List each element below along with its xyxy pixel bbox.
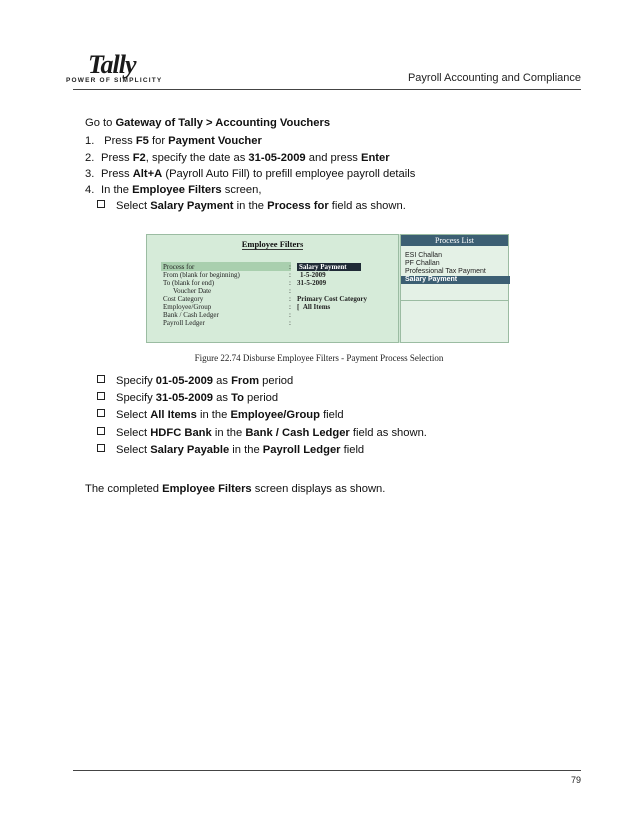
figure-caption: Figure 22.74 Disburse Employee Filters - Payment Process Selection (194, 353, 444, 363)
bullet-text: Select (116, 409, 151, 421)
bullet-bold: Salary Payable (150, 444, 230, 456)
field-label: Bank / Cash Ledger (163, 311, 219, 319)
process-list-panel (400, 234, 509, 343)
bullet-text: Specify (116, 392, 156, 404)
bullet-bold: Employee/Group (230, 409, 320, 421)
intro-line (85, 116, 330, 130)
step-number: 1. (85, 135, 95, 147)
field-label: Employee/Group (163, 303, 212, 311)
step-text: In the (101, 184, 133, 196)
field-value-text: All Items (302, 303, 331, 311)
bullet-bold: 01-05-2009 (155, 375, 214, 387)
bullet-bold: Payroll Ledger (262, 444, 341, 456)
step-4 (85, 183, 261, 197)
step-bold: F2 (132, 152, 146, 164)
bullet-box-icon (97, 392, 105, 400)
field-label: From (blank for beginning) (163, 271, 240, 279)
bullet-box-icon (97, 200, 105, 208)
closing-text: The completed (85, 483, 163, 495)
step-bold: Alt+A (132, 168, 163, 180)
bullet-text: Select (116, 427, 151, 439)
intro-prefix: Go to (85, 117, 116, 129)
bullet-text: in the (196, 409, 231, 421)
step-text: Press (101, 152, 133, 164)
logo-tagline: POWER OF SIMPLICITY (66, 77, 163, 84)
employee-filters-screenshot (146, 234, 509, 343)
employee-filters-title-text: Employee Filters (241, 239, 304, 249)
process-list-divider (401, 300, 508, 301)
bullet-bold: Salary Payment (150, 200, 234, 212)
bullet-item (97, 426, 427, 440)
process-list-title: Process List (401, 235, 508, 246)
employee-filters-panel (146, 234, 399, 343)
intro-path: Gateway of Tally > Accounting Vouchers (115, 117, 331, 129)
step-text: and press (305, 152, 361, 164)
bullet-text: field (319, 409, 344, 421)
bullet-text: Specify (116, 375, 156, 387)
step-bold: 31-05-2009 (248, 152, 306, 164)
step-bold: F5 (135, 135, 149, 147)
bullet-bold: Process for (267, 200, 329, 212)
field-label: To (blank for end) (163, 279, 215, 287)
bullet-box-icon (97, 409, 105, 417)
step-text: for (148, 135, 169, 147)
step-bold: Payment Voucher (168, 135, 262, 147)
field-colon: : (289, 295, 291, 303)
field-colon: : (289, 303, 291, 311)
step-number: 4. (85, 184, 95, 196)
field-value-employee-group[interactable]: [ All Items (297, 303, 331, 311)
closing-bold: Employee Filters (162, 483, 252, 495)
bullet-box-icon (97, 444, 105, 452)
bullet-text: field (340, 444, 365, 456)
step-bold: Enter (361, 152, 390, 164)
bullet-text: Select (116, 444, 151, 456)
field-label: Process for (163, 263, 195, 271)
page-number: 79 (570, 775, 581, 785)
process-list-item[interactable]: ESI Challan (405, 252, 442, 259)
page-header-title: Payroll Accounting and Compliance (407, 72, 581, 84)
bullet-text: in the (211, 427, 246, 439)
field-colon: : (289, 311, 291, 319)
bullet-text: Select (116, 200, 151, 212)
step-text: (Payroll Auto Fill) to prefill employee payroll details (162, 168, 416, 180)
step-text: Press (101, 168, 133, 180)
bullet-bold: HDFC Bank (150, 427, 212, 439)
bullet-text: in the (233, 200, 268, 212)
step-number: 2. (85, 152, 95, 164)
field-label: Payroll Ledger (163, 319, 205, 327)
step-text: Press (101, 135, 136, 147)
step-bold: Employee Filters (132, 184, 222, 196)
step-text: , specify the date as (145, 152, 249, 164)
bullet-bold: 31-05-2009 (155, 392, 214, 404)
step-number: 3. (85, 168, 95, 180)
closing-line (85, 482, 385, 496)
bullet-box-icon (97, 375, 105, 383)
bullet-text: as (213, 392, 232, 404)
bullet-item (97, 391, 278, 405)
field-label: Cost Category (163, 295, 204, 303)
employee-filters-title (147, 239, 398, 249)
field-colon: : (289, 319, 291, 327)
bullet-text: as (213, 375, 232, 387)
field-value-to[interactable]: 31-5-2009 (297, 279, 327, 287)
field-value-process-for[interactable]: Salary Payment (297, 263, 361, 271)
bullet-text: in the (229, 444, 263, 456)
header-divider (73, 89, 581, 90)
field-value-from[interactable]: 1-5-2009 (300, 271, 326, 279)
bullet-item (97, 408, 344, 422)
bullet-box-icon (97, 427, 105, 435)
field-colon: : (289, 271, 291, 279)
step-1 (85, 134, 262, 148)
field-value-cost-category[interactable]: Primary Cost Category (297, 295, 367, 303)
field-colon: : (289, 263, 291, 271)
process-list-item[interactable]: PF Challan (405, 260, 440, 267)
bullet-text: field as shown. (328, 200, 406, 212)
step-text: screen, (221, 184, 262, 196)
bullet-text: field as shown. (349, 427, 427, 439)
bullet-bold: From (231, 375, 260, 387)
process-list-item-selected[interactable]: Salary Payment (401, 276, 510, 284)
sub-bullet (97, 199, 406, 213)
bullet-bold: To (231, 392, 244, 404)
bullet-item (97, 443, 364, 457)
bullet-item (97, 374, 293, 388)
tally-logo (66, 50, 163, 88)
process-list-item[interactable]: Professional Tax Payment (405, 268, 486, 275)
bullet-bold: All Items (150, 409, 197, 421)
field-colon: : (289, 287, 291, 295)
footer-divider (73, 770, 581, 771)
bullet-text: period (243, 392, 279, 404)
bullet-bold: Bank / Cash Ledger (245, 427, 350, 439)
step-3 (85, 167, 415, 181)
field-colon: : (289, 279, 291, 287)
field-label: Voucher Date (173, 287, 212, 295)
step-2 (85, 151, 390, 165)
logo-word: Tally (88, 50, 136, 79)
bullet-text: period (259, 375, 294, 387)
closing-text: screen displays as shown. (251, 483, 386, 495)
